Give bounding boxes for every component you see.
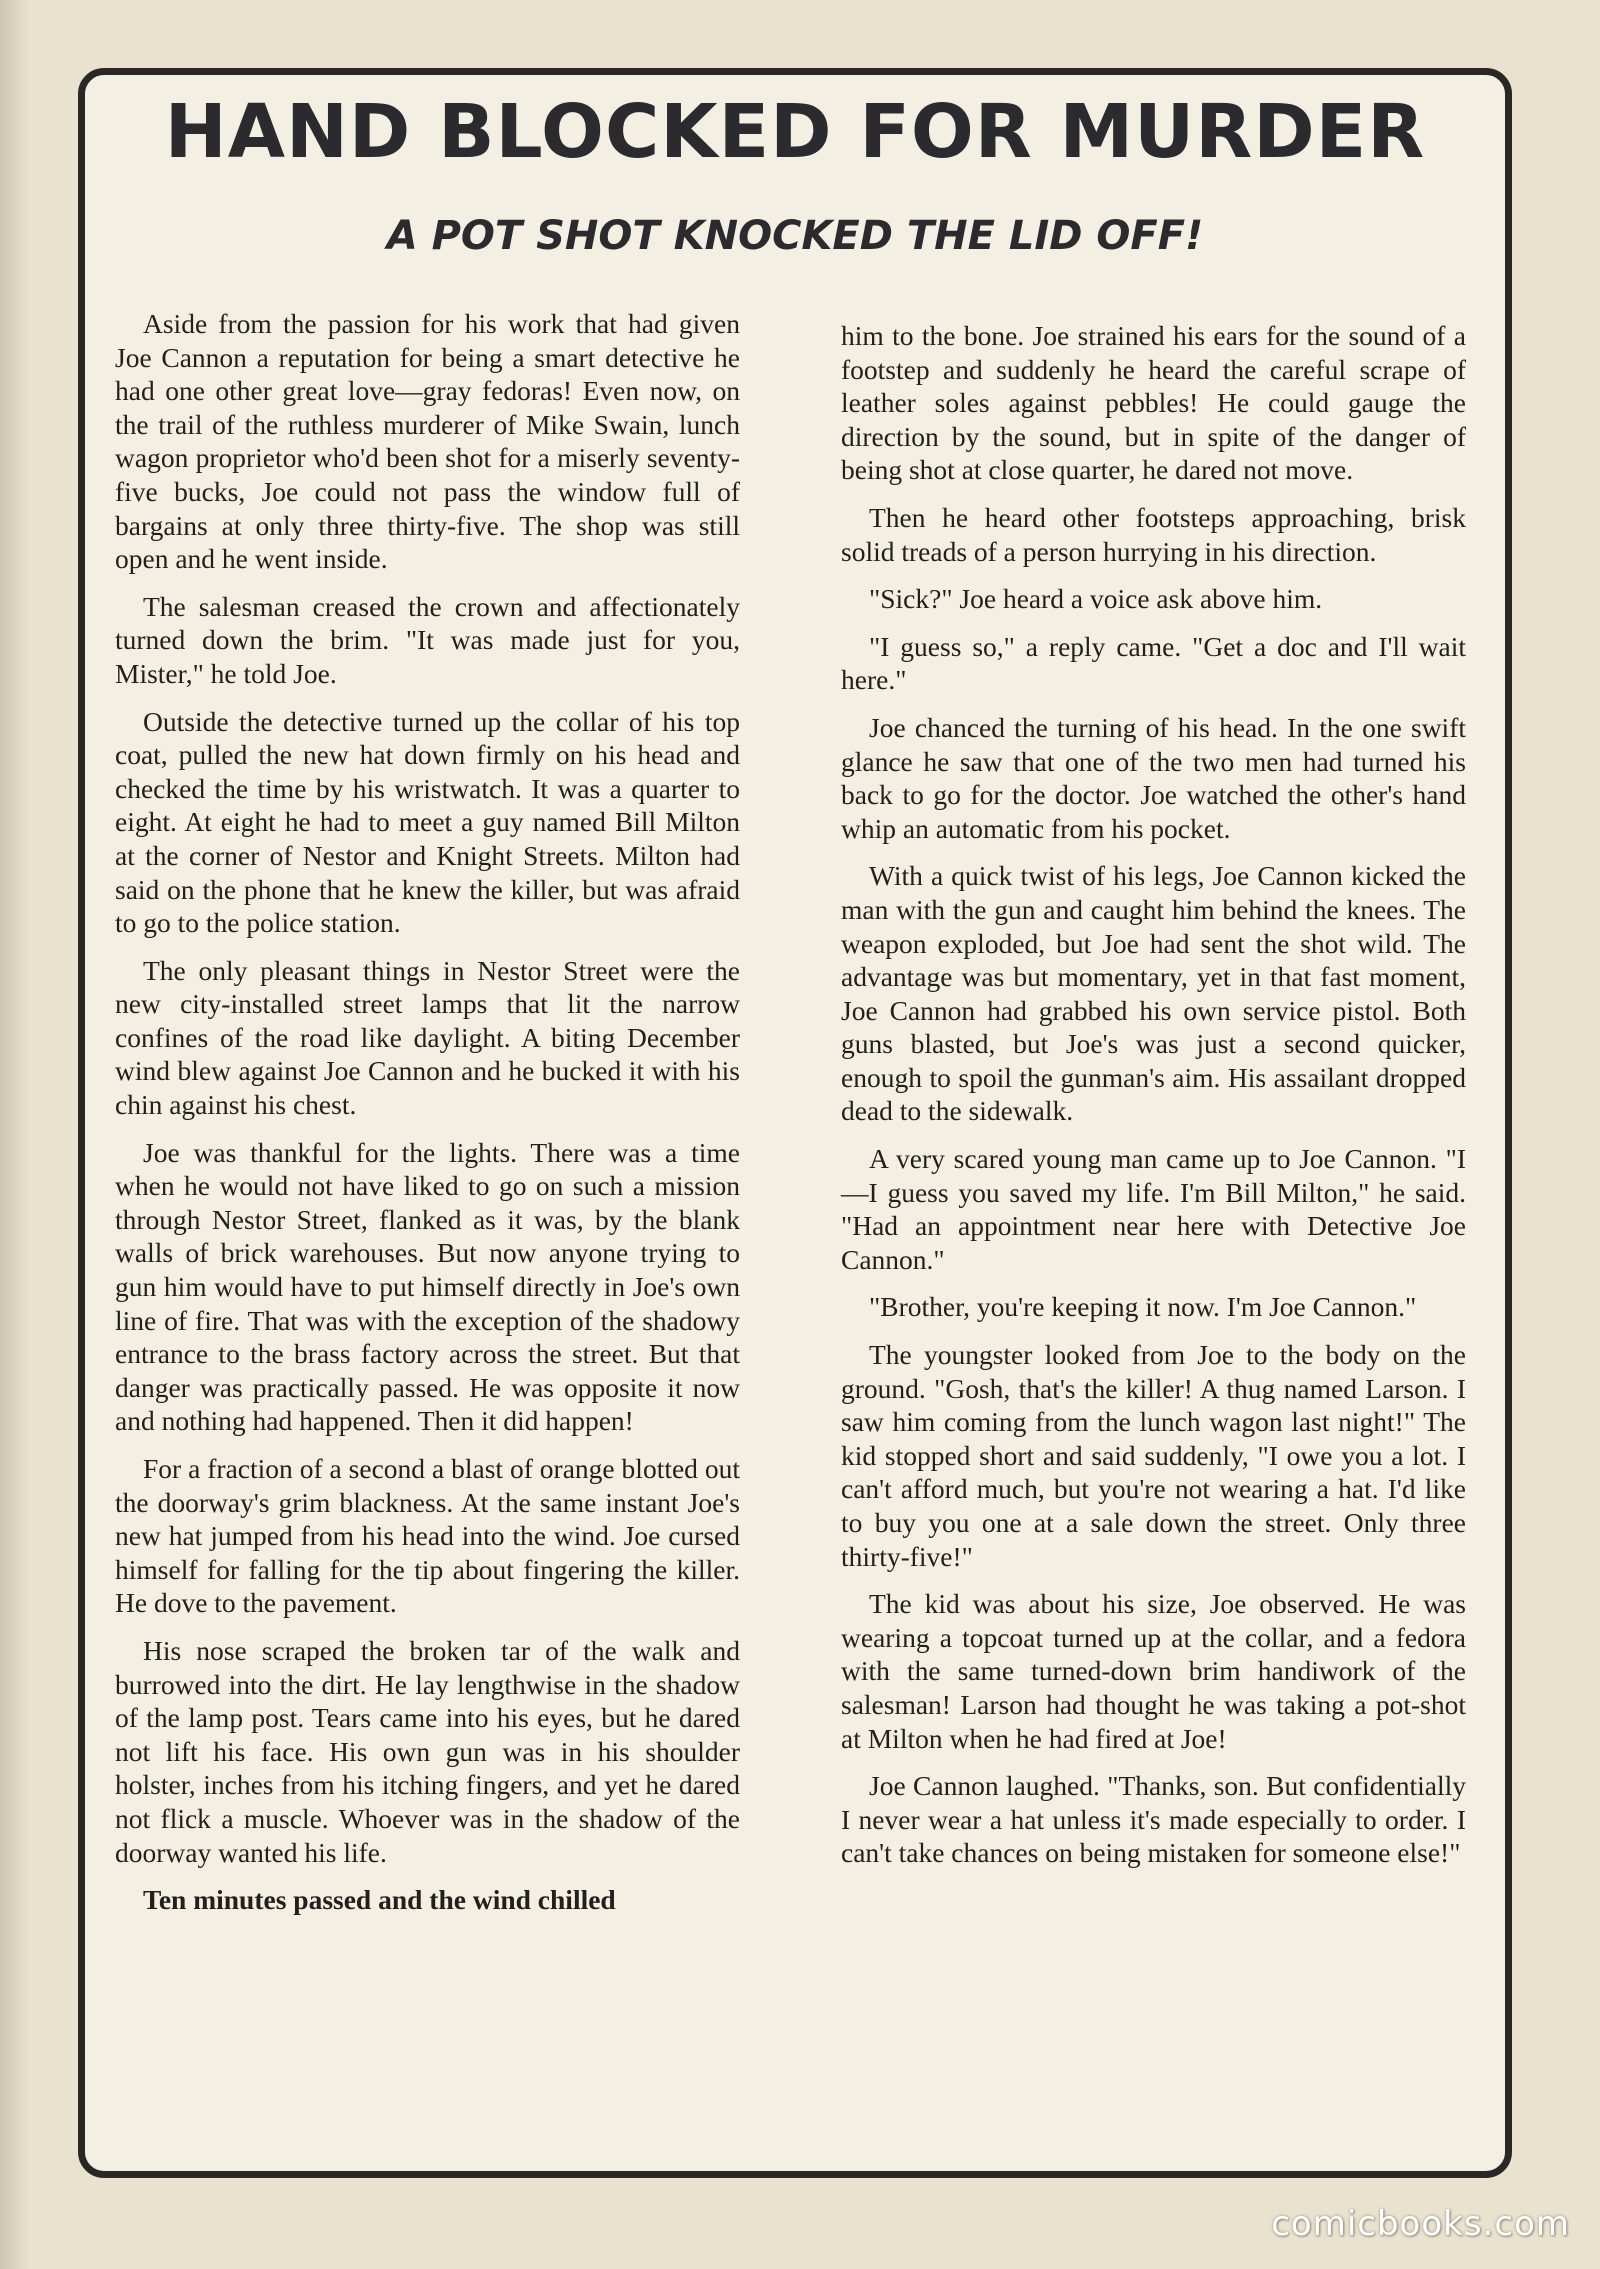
paragraph-continuation: him to the bone. Joe strained his ears for the sound of a footstep and suddenly he heard the careful scrape of leather soles against pebbles! He could gauge the direction by the sound, but in spite of the danger of being shot at close quarter, he dared not move.: [841, 320, 1466, 486]
paragraph: Joe was thankful for the lights. There was a time when he would not have liked to go on such a mission through Nestor Street, flanked as it was, by the blank walls of brick warehouses. But now anyone trying to gun him would have to put himself directly in Joe's own line of fire. That was with the exception of the shadowy entrance to the brass factory across the street. But that danger was practically passed. He was opposite it now and nothing had happened. Then it did happen!: [115, 1136, 740, 1437]
paragraph: The only pleasant things in Nestor Street were the new city-installed street lamps that lit the narrow confines of the road like daylight. A biting December wind blew against Joe Cannon and he bucked it with his chin against his chest.: [115, 954, 740, 1121]
paragraph: Outside the detective turned up the collar of his top coat, pulled the new hat down firmly on his head and checked the time by his wristwatch. It was a quarter to eight. At eight he had to meet a guy named Bill Milton at the corner of Nestor and Knight Streets. Milton had said on the phone that he knew the killer, but was afraid to go to the police station.: [115, 705, 740, 939]
paragraph: The kid was about his size, Joe observed. He was wearing a topcoat turned up at the collar, and a fedora with the same turned-down brim handiwork of the salesman! Larson had thought he was taking a pot-shot at Milton when he had fired at Joe!: [841, 1588, 1466, 1754]
paragraph: A very scared young man came up to Joe Cannon. "I—I guess you saved my life. I'm Bill Milton," he said. "Had an appointment near here with Detective Joe Cannon.": [841, 1143, 1466, 1275]
paragraph: Joe Cannon laughed. "Thanks, son. But confidentially I never wear a hat unless it's made especially to order. I can't take chances on being mistaken for someone else!": [841, 1770, 1466, 1869]
paragraph: "Sick?" Joe heard a voice ask above him.: [869, 583, 1323, 615]
paragraph: Joe chanced the turning of his head. In the one swift glance he saw that one of the two men had turned his back to go for the doctor. Joe watched the other's hand whip an automatic from his pocket.: [841, 711, 1466, 844]
paragraph: "Brother, you're keeping it now. I'm Joe Cannon.": [869, 1291, 1417, 1323]
paragraph: His nose scraped the broken tar of the walk and burrowed into the dirt. He lay lengthwise in the shadow of the lamp post. Tears came into his eyes, but he dared not lift his face. His own gun was in his shoulder holster, inches from his itching fingers, and yet he dared not flick a muscle. Whoever was in the shadow of the doorway wanted his life.: [115, 1634, 740, 1868]
paragraph: Then he heard other footsteps approaching, brisk solid treads of a person hurrying in his direction.: [841, 501, 1466, 567]
story-subtitle: A POT SHOT KNOCKED THE LID OFF!: [386, 213, 1204, 259]
right-text-column: [841, 319, 1466, 1884]
site-watermark: comicbooks.com: [1271, 2204, 1570, 2244]
paragraph: For a fraction of a second a blast of orange blotted out the doorway's grim blackness. At the same instant Joe's new hat jumped from his head into the wind. Joe cursed himself for falling for the tip about fingering the killer. He dove to the pavement.: [115, 1453, 740, 1619]
left-text-column: [115, 307, 740, 1931]
paragraph: With a quick twist of his legs, Joe Cannon kicked the man with the gun and caught him behind the knees. The weapon exploded, but Joe had sent the shot wild. The advantage was but momentary, yet in that fast moment, Joe Cannon had grabbed his own service pistol. Both guns blasted, but Joe's was just a second quicker, enough to spoil the gunman's aim. His assailant dropped dead to the sidewalk.: [841, 860, 1466, 1127]
page-edge-shadow: [0, 0, 30, 2269]
paragraph-continued: Ten minutes passed and the wind chilled: [143, 1884, 616, 1916]
story-title: HAND BLOCKED FOR MURDER: [164, 89, 1426, 175]
paragraph: The youngster looked from Joe to the body on the ground. "Gosh, that's the killer! A thug named Larson. I saw him coming from the lunch wagon last night!" The kid stopped short and said suddenly, "I owe you a lot. I can't afford much, but you're not wearing a hat. I'd like to buy you one at a sale down the street. Only three thirty-five!": [841, 1339, 1466, 1572]
paragraph: Aside from the passion for his work that had given Joe Cannon a reputation for being a smart detective he had one other great love—gray fedoras! Even now, on the trail of the ruthless murderer of Mike Swain, lunch wagon proprietor who'd been shot for a miserly seventy-five bucks, Joe could not pass the window full of bargains at only three thirty-five. The shop was still open and he went inside.: [115, 308, 740, 575]
paragraph: "I guess so," a reply came. "Get a doc and I'll wait here.": [841, 630, 1466, 696]
paragraph: The salesman creased the crown and affectionately turned down the brim. "It was made just for you, Mister," he told Joe.: [115, 590, 740, 689]
story-frame: [78, 68, 1512, 2178]
